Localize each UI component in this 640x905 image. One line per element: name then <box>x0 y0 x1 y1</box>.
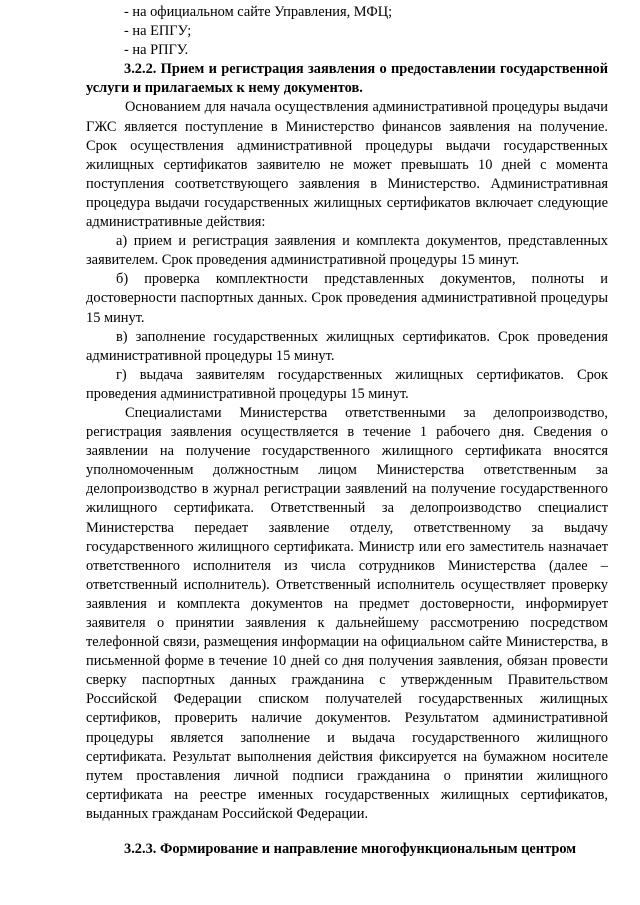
list-item: - на РПГУ. <box>124 42 189 59</box>
list-item: - на официальном сайте Управления, МФЦ; <box>124 4 393 20</box>
administrative-actions-list <box>86 232 608 404</box>
action-item-b: б) проверка комплектности представленных документов, полноты и достоверности паспортных данных. Срок проведения административной процедуры 15 минут. <box>86 271 608 326</box>
intro-paragraph: Основанием для начала осуществления административной процедуры выдачи ГЖС является поступление в Министерство финансов заявления на получение. Срок осуществления административной процедуры выдачи государственных жилищных сертификатов заявителю не может превышать 10 дней с момента поступления соответствующего заявления в Министерство. Административная процедура выдачи государственных жилищных сертификатов включает следующие административные действия: <box>86 99 608 231</box>
action-item-a: а) прием и регистрация заявления и комплекта документов, представленных заявителем. Срок проведения административной процедуры 15 минут. <box>86 233 608 269</box>
submission-channels-list <box>86 3 608 60</box>
document-body <box>86 3 608 859</box>
main-paragraph: Специалистами Министерства ответственными за делопроизводство, регистрация заявления осуществляется в течение 1 рабочего дня. Сведения о заявлении на получение государственного жилищного сертификата вносятся уполномоченным должностным лицом Министерства ответственным за делопроизводство в журнал регистрации заявлений на получение государственного жилищного сертификата. Ответственный за делопроизводство специалист Министерства передает заявление отделу, ответственному за выдачу государственного жилищного сертификата. Министр или его заместитель назначает ответственного исполнителя из числа сотрудников Министерства (далее – ответственный исполнитель). Ответственный исполнитель осуществляет проверку заявления и комплекта документов на предмет достоверности, информирует заявителя о принятии заявления к дальнейшему рассмотрению посредством телефонной связи, размещения информации на официальном сайте Министерства, в письменной форме в течение 10 дней со дня получения заявления, обязан провести сверку паспортных данных гражданина с утвержденным Правительством Российской Федерации списком получателей государственных жилищных сертификов, проверить наличие документов. Результатом административной процедуры является заполнение и выдача государственного жилищного сертификата. Результат выполнения действия фиксируется на бумажном носителе путем проставления личной подписи гражданина о принятии жилищного сертификата на реестре именных государственных жилищных сертификатов, выданных гражданам Российской Федерации. <box>86 404 608 822</box>
section-heading-3-2-2: 3.2.2. Прием и регистрация заявления о предоставлении государственной услуги и прилагаемых к нему документов. <box>86 61 608 97</box>
list-item: - на ЕПГУ; <box>124 23 192 40</box>
action-item-g: г) выдача заявителям государственных жилищных сертификатов. Срок проведения административной процедуры 15 минут. <box>86 366 608 402</box>
action-item-v: в) заполнение государственных жилищных сертификатов. Срок проведения административной процедуры 15 минут. <box>86 328 608 364</box>
section-heading-3-2-3: 3.2.3. Формирование и направление многофункциональным центром <box>124 841 577 858</box>
